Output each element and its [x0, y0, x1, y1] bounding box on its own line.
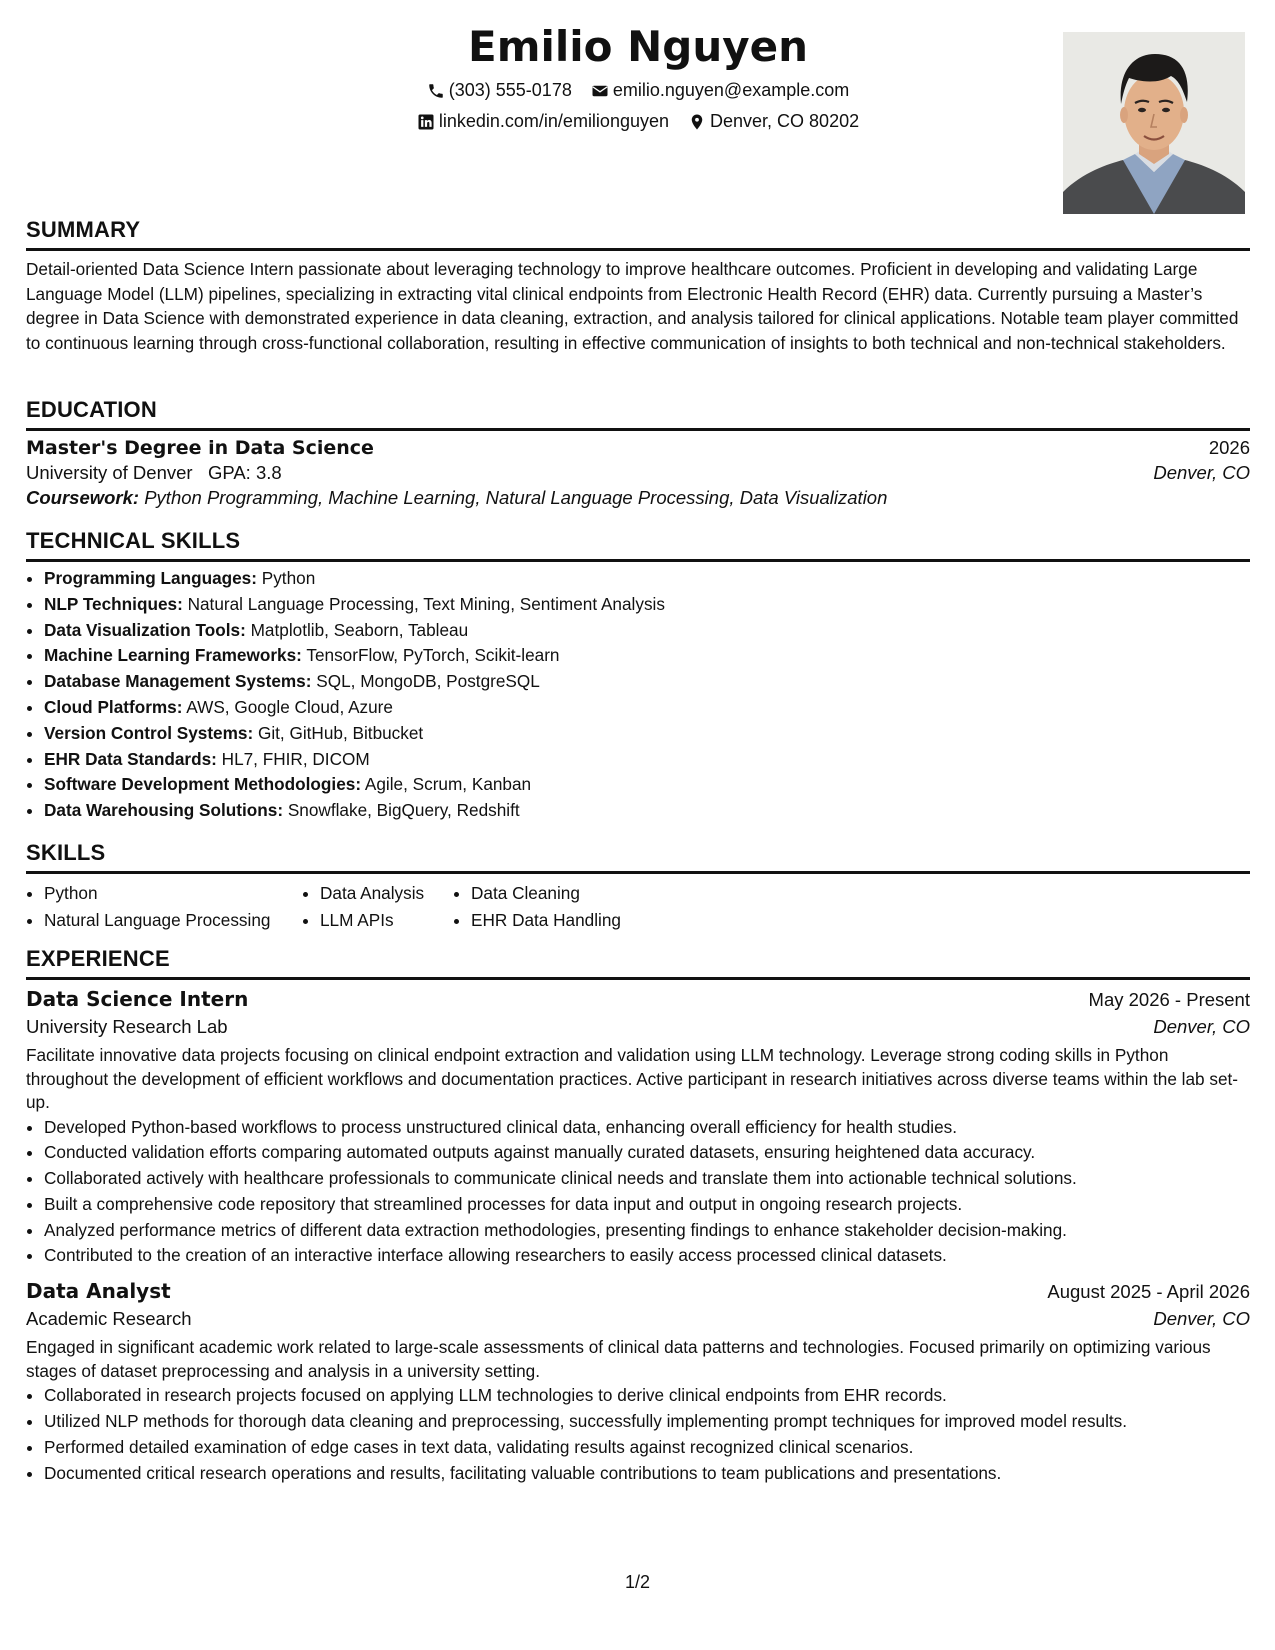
school-line [26, 462, 282, 484]
list-item: • Analyzed performance metrics of different data extraction methodologies, presenting findings to enhance stakeholder decision-making. [44, 1218, 1250, 1244]
coursework-label: Coursework: [26, 487, 140, 508]
list-item: • Data Analysis [320, 880, 453, 907]
phone-icon [427, 82, 445, 100]
skill-category: Data Warehousing Solutions: [44, 800, 284, 821]
skill-values: SQL, MongoDB, PostgreSQL [316, 671, 540, 692]
page-number: 1/2 [624, 1572, 651, 1592]
list-item: • Natural Language Processing [44, 907, 302, 934]
list-item: • Conducted validation efforts comparing automated outputs against manually curated datasets, ensuring heightened data accuracy. [44, 1140, 1250, 1166]
list-item: • Performed detailed examination of edge cases in text data, validating results against recognized clinical scenarios. [44, 1435, 1250, 1461]
list-item: • Collaborated actively with healthcare professionals to communicate clinical needs and translate them into actionable technical solutions. [44, 1166, 1250, 1192]
skills-column-2 [302, 880, 453, 934]
skills-column-3 [453, 880, 691, 934]
list-item: • LLM APIs [320, 907, 453, 934]
skill-values: Git, GitHub, Bitbucket [257, 722, 424, 743]
job-bullets [26, 1383, 1250, 1486]
list-item [44, 618, 1250, 644]
job-dates: May 2026 - Present [1088, 989, 1250, 1010]
school-location: Denver, CO [1153, 462, 1250, 483]
job-organization: Academic Research [26, 1308, 192, 1330]
skill-values: HL7, FHIR, DICOM [221, 748, 370, 769]
phone-text: (303) 555-0178 [448, 80, 572, 100]
list-item [44, 747, 1250, 773]
skill-values: Matplotlib, Seaborn, Tableau [250, 619, 469, 640]
skill-values: AWS, Google Cloud, Azure [186, 696, 393, 717]
list-item: • Collaborated in research projects focused on applying LLM technologies to derive clinical endpoints from EHR records. [44, 1383, 1250, 1409]
resume-header [26, 0, 1250, 210]
job-title-row [26, 1279, 1250, 1303]
list-item: • Contributed to the creation of an interactive interface allowing researchers to easily access processed clinical datasets. [44, 1243, 1250, 1269]
job-dates: August 2025 - April 2026 [1047, 1281, 1250, 1303]
technical-skills-heading: TECHNICAL SKILLS [26, 528, 241, 553]
skill-category: EHR Data Standards: [44, 748, 217, 769]
profile-photo [1063, 32, 1245, 214]
job-location: Denver, CO [1153, 1308, 1250, 1330]
section-divider [26, 428, 1250, 431]
skill-category: Version Control Systems: [44, 722, 254, 743]
education-heading: EDUCATION [26, 397, 157, 422]
list-item [44, 695, 1250, 721]
experience-heading: EXPERIENCE [26, 946, 170, 971]
list-item [44, 643, 1250, 669]
education-degree-row [26, 437, 1250, 459]
job-entry [26, 1279, 1250, 1486]
job-entry [26, 987, 1250, 1269]
skill-category: Machine Learning Frameworks: [44, 645, 302, 666]
job-org-row [26, 1308, 1250, 1330]
skills-heading: SKILLS [26, 840, 106, 865]
list-item [44, 669, 1250, 695]
skill-category: Programming Languages: [44, 568, 257, 588]
list-item: • Python [44, 880, 302, 907]
list-item: • Developed Python-based workflows to process unstructured clinical data, enhancing overall efficiency for health studies. [44, 1115, 1250, 1141]
list-item [44, 721, 1250, 747]
skills-column-1 [26, 880, 302, 934]
skill-category: NLP Techniques: [44, 593, 183, 614]
linkedin-icon [417, 113, 435, 131]
job-title-row [26, 987, 1250, 1011]
coursework-line [26, 487, 1250, 509]
skill-values: TensorFlow, PyTorch, Scikit-learn [306, 645, 560, 666]
skill-category: Software Development Methodologies: [44, 774, 362, 795]
job-organization: University Research Lab [26, 1016, 228, 1037]
list-item [44, 772, 1250, 798]
resume-page [26, 0, 1250, 1483]
skill-category: Database Management Systems: [44, 671, 312, 692]
job-org-row [26, 1016, 1250, 1038]
list-item [44, 798, 1250, 824]
summary-text: Detail-oriented Data Science Intern passionate about leveraging technology to improve healthcare outcomes. Proficient in developing and validating Large Language Model (LLM) pipelines, specializing in extracting vital clinical endpoints from Electronic Health Record (EHR) data. Currently pursuing a Master’s degree in Data Science with demonstrated experience in data cleaning, extraction, and analysis tailored for clinical applications. Notable team player committed to continuous learning through cross-functional collaboration, resulting in effective communication of insights to both technical and non-technical stakeholders. [26, 259, 1239, 353]
coursework-list: Python Programming, Machine Learning, Natural Language Processing, Data Visualization [144, 487, 888, 508]
map-pin-icon [688, 113, 706, 131]
job-description: Engaged in significant academic work related to large-scale assessments of clinical data patterns and technologies. Focused primarily on optimizing various stages of dataset preprocessing and analysis in a university setting. [26, 1337, 1211, 1381]
candidate-name: Emilio Nguyen [468, 22, 808, 71]
location-contact [688, 111, 859, 132]
skill-category: Cloud Platforms: [44, 696, 183, 717]
list-item [44, 592, 1250, 618]
gpa: GPA: 3.8 [207, 462, 282, 483]
technical-skills-list [26, 566, 1250, 824]
list-item: • Utilized NLP methods for thorough data cleaning and preprocessing, successfully implementing prompt techniques for improved model results. [44, 1409, 1250, 1435]
skill-values: Natural Language Processing, Text Mining, Sentiment Analysis [187, 593, 665, 614]
section-divider [26, 248, 1250, 251]
experience-section [26, 946, 1250, 1486]
job-title: Data Analyst [26, 1279, 171, 1304]
job-bullets [26, 1115, 1250, 1270]
list-item: • Documented critical research operations and results, facilitating valuable contributions to team publications and presentations. [44, 1461, 1250, 1487]
school-name: University of Denver [26, 462, 193, 483]
list-item: • Built a comprehensive code repository that streamlined processes for data input and output in ongoing research projects. [44, 1192, 1250, 1218]
envelope-icon [591, 82, 609, 100]
job-title: Data Science Intern [26, 987, 249, 1011]
section-divider [26, 977, 1250, 980]
linkedin-text: linkedin.com/in/emilionguyen [438, 111, 669, 131]
list-item [44, 566, 1250, 592]
degree-title: Master's Degree in Data Science [26, 437, 374, 459]
education-school-row [26, 462, 1250, 484]
portrait-illustration [1063, 32, 1245, 214]
skill-values: Agile, Scrum, Kanban [364, 774, 532, 795]
graduation-year: 2026 [1208, 437, 1250, 458]
email-text: emilio.nguyen@example.com [612, 80, 850, 100]
list-item: • EHR Data Handling [471, 907, 691, 934]
linkedin-contact[interactable] [417, 111, 669, 132]
list-item: • Data Cleaning [471, 880, 691, 907]
skill-values: Snowflake, BigQuery, Redshift [287, 800, 520, 821]
skills-grid [26, 880, 1250, 934]
location-text: Denver, CO 80202 [710, 111, 860, 131]
section-divider [26, 559, 1250, 562]
skills-section [26, 840, 1250, 934]
education-section [26, 397, 1250, 509]
technical-skills-section [26, 528, 1250, 824]
phone-contact [427, 80, 572, 101]
summary-heading: SUMMARY [26, 217, 141, 242]
email-contact[interactable] [591, 80, 849, 101]
job-description: Facilitate innovative data projects focusing on clinical endpoint extraction and validation using LLM technology. Leverage strong coding skills in Python throughout the development of efficient workflows and documentation practices. Active participant in research initiatives across diverse teams within the lab set-up. [26, 1045, 1239, 1112]
job-location: Denver, CO [1153, 1016, 1250, 1037]
section-divider [26, 871, 1250, 874]
skill-values: Python [261, 568, 316, 588]
skill-category: Data Visualization Tools: [44, 619, 246, 640]
summary-section [26, 217, 1250, 355]
